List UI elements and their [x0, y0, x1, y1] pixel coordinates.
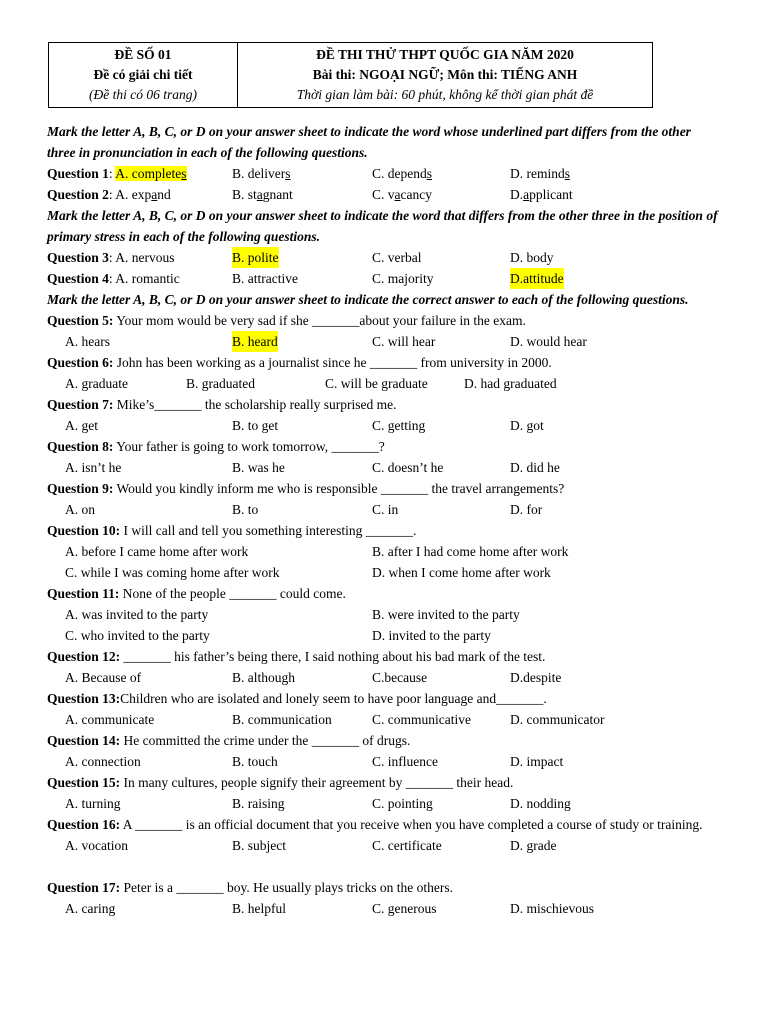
option-d[interactable]: D. impact: [510, 754, 564, 769]
exam-code-cell: [49, 43, 238, 108]
option-b[interactable]: B. communication: [232, 712, 332, 727]
option-a[interactable]: A. isn’t he: [65, 460, 122, 475]
option-c[interactable]: C. depends: [372, 166, 433, 181]
question-4: Question 4: A. romantic B. attractive C. majority D.attitude: [47, 268, 722, 289]
option-b[interactable]: B. delivers: [232, 166, 291, 181]
option-a[interactable]: A. romantic: [115, 271, 180, 286]
option-b[interactable]: B. although: [232, 670, 295, 685]
option-a[interactable]: A. turning: [65, 796, 121, 811]
question-14-options: [47, 751, 722, 772]
option-c[interactable]: C. certificate: [372, 838, 442, 853]
option-b[interactable]: B. after I had come home after work: [372, 544, 569, 559]
exam-subject: Bài thi: NGOẠI NGỮ; Môn thi: TIẾNG ANH: [312, 67, 578, 82]
option-c[interactable]: C. will be graduate: [325, 376, 428, 391]
question-13-options: [47, 709, 722, 730]
option-a[interactable]: A. on: [65, 502, 95, 517]
question-10-options-cd: [47, 562, 722, 583]
option-b[interactable]: B. to get: [232, 418, 279, 433]
question-label: Question 4: [47, 271, 109, 286]
option-d[interactable]: D. invited to the party: [372, 628, 491, 643]
option-c[interactable]: C. will hear: [372, 334, 436, 349]
option-c[interactable]: C. communicative: [372, 712, 471, 727]
question-11: Question 11: None of the people _______ could come.: [47, 586, 346, 601]
spacer: [47, 856, 722, 877]
option-a[interactable]: A. get: [65, 418, 98, 433]
option-d[interactable]: D. for: [510, 502, 543, 517]
question-3: Question 3: A. nervous B. polite C. verbal D. body: [47, 247, 722, 268]
option-d[interactable]: D. nodding: [510, 796, 571, 811]
exam-header-table: [48, 42, 653, 108]
option-c[interactable]: C. pointing: [372, 796, 433, 811]
question-16: Question 16: A _______ is an official document that you receive when you have completed a course of study or training.: [47, 817, 703, 832]
option-d[interactable]: D. mischievous: [510, 901, 594, 916]
option-b[interactable]: B. graduated: [186, 376, 255, 391]
exam-duration: Thời gian làm bài: 60 phút, không kể thời gian phát đề: [296, 87, 594, 102]
option-a[interactable]: A. nervous: [115, 250, 175, 265]
option-d[interactable]: D. got: [510, 418, 544, 433]
exam-number: ĐỀ SỐ 01: [114, 47, 172, 62]
question-15: Question 15: In many cultures, people signify their agreement by _______ their head.: [47, 775, 514, 790]
question-11-options-cd: [47, 625, 722, 646]
question-14: Question 14: He committed the crime under the _______ of drugs.: [47, 733, 411, 748]
option-c[interactable]: C. majority: [372, 271, 434, 286]
option-c[interactable]: C.because: [372, 670, 428, 685]
instruction-stress: Mark the letter A, B, C, or D on your answer sheet to indicate the word that differs from the other three in the position of primary stress in each of the following questions.: [47, 208, 718, 244]
option-c[interactable]: C. generous: [372, 901, 437, 916]
option-a[interactable]: A. hears: [65, 334, 110, 349]
question-17-options: [47, 898, 722, 919]
exam-body: [47, 121, 722, 919]
option-d[interactable]: D. did he: [510, 460, 560, 475]
option-a[interactable]: A. vocation: [65, 838, 128, 853]
question-5-options: [47, 331, 722, 352]
question-8: Question 8: Your father is going to work tomorrow, _______?: [47, 439, 385, 454]
option-a[interactable]: A. communicate: [65, 712, 155, 727]
option-d[interactable]: D. had graduated: [464, 376, 557, 391]
option-d-selected[interactable]: D.attitude: [510, 268, 564, 289]
question-15-options: [47, 793, 722, 814]
option-a-selected[interactable]: A. completes: [115, 166, 187, 181]
option-b[interactable]: B. attractive: [232, 271, 298, 286]
option-c[interactable]: C. vacancy: [372, 187, 432, 202]
option-b-selected[interactable]: B. polite: [232, 247, 279, 268]
option-d[interactable]: D. communicator: [510, 712, 605, 727]
option-c[interactable]: C. influence: [372, 754, 438, 769]
question-9-options: [47, 499, 722, 520]
question-17: Question 17: Peter is a _______ boy. He usually plays tricks on the others.: [47, 880, 453, 895]
option-d[interactable]: D. grade: [510, 838, 557, 853]
option-b[interactable]: B. helpful: [232, 901, 286, 916]
option-d[interactable]: D. body: [510, 250, 554, 265]
question-7-options: [47, 415, 722, 436]
question-label: Question 1: [47, 166, 109, 181]
option-a[interactable]: A. connection: [65, 754, 141, 769]
option-d[interactable]: D. reminds: [510, 166, 571, 181]
option-b-selected[interactable]: B. heard: [232, 331, 278, 352]
option-a[interactable]: A. was invited to the party: [65, 607, 209, 622]
exam-solution-note: Đề có giải chi tiết: [93, 67, 193, 82]
option-c[interactable]: C. verbal: [372, 250, 422, 265]
question-label: Question 2: [47, 187, 109, 202]
question-9: Question 9: Would you kindly inform me who is responsible _______ the travel arrangements?: [47, 481, 565, 496]
option-d[interactable]: D. would hear: [510, 334, 587, 349]
option-b[interactable]: B. raising: [232, 796, 285, 811]
option-b[interactable]: B. was he: [232, 460, 285, 475]
exam-page: [47, 42, 722, 919]
question-13: Question 13:Children who are isolated and lonely seem to have poor language and_______.: [47, 691, 547, 706]
instruction-pronunciation: Mark the letter A, B, C, or D on your answer sheet to indicate the word whose underlined part differs from the other three in pronunciation in each of the following questions.: [47, 124, 691, 160]
exam-page-count: (Đề thi có 06 trang): [89, 87, 197, 102]
option-b[interactable]: B. touch: [232, 754, 278, 769]
option-a[interactable]: A. graduate: [65, 376, 128, 391]
question-8-options: [47, 457, 722, 478]
option-d[interactable]: D.despite: [510, 670, 562, 685]
question-5: Question 5: Your mom would be very sad if she _______about your failure in the exam.: [47, 313, 526, 328]
option-a[interactable]: A. before I came home after work: [65, 544, 249, 559]
question-6-options: [47, 373, 722, 394]
question-11-options-ab: [47, 604, 722, 625]
option-d[interactable]: D.applicant: [510, 187, 573, 202]
question-label: Question 3: [47, 250, 109, 265]
option-b[interactable]: B. were invited to the party: [372, 607, 520, 622]
option-c[interactable]: C. getting: [372, 418, 426, 433]
option-c[interactable]: C. doesn’t he: [372, 460, 444, 475]
question-7: Question 7: Mike’s_______ the scholarship really surprised me.: [47, 397, 397, 412]
option-a[interactable]: A. expand: [115, 187, 171, 202]
option-d[interactable]: D. when I come home after work: [372, 565, 551, 580]
option-c[interactable]: C. in: [372, 502, 399, 517]
instruction-correct-answer: Mark the letter A, B, C, or D on your answer sheet to indicate the correct answer to each of the following questions.: [47, 292, 689, 307]
question-1: Question 1: A. completes B. delivers C. depends D. reminds: [47, 163, 722, 184]
option-a[interactable]: A. Because of: [65, 670, 142, 685]
exam-title-cell: [238, 43, 653, 108]
question-12: Question 12: _______ his father’s being there, I said nothing about his bad mark of the test.: [47, 649, 546, 664]
option-b[interactable]: B. subject: [232, 838, 286, 853]
option-b[interactable]: B. to: [232, 502, 259, 517]
question-12-options: [47, 667, 722, 688]
question-2: Question 2: A. expand B. stagnant C. vacancy D.applicant: [47, 184, 722, 205]
question-10: Question 10: I will call and tell you something interesting _______.: [47, 523, 417, 538]
exam-title: ĐỀ THI THỬ THPT QUỐC GIA NĂM 2020: [316, 47, 574, 62]
option-b[interactable]: B. stagnant: [232, 187, 293, 202]
question-6: Question 6: John has been working as a journalist since he _______ from university in 2000.: [47, 355, 552, 370]
question-10-options-ab: [47, 541, 722, 562]
question-16-options: [47, 835, 722, 856]
option-c[interactable]: C. who invited to the party: [65, 628, 210, 643]
option-a[interactable]: A. caring: [65, 901, 116, 916]
option-c[interactable]: C. while I was coming home after work: [65, 565, 280, 580]
